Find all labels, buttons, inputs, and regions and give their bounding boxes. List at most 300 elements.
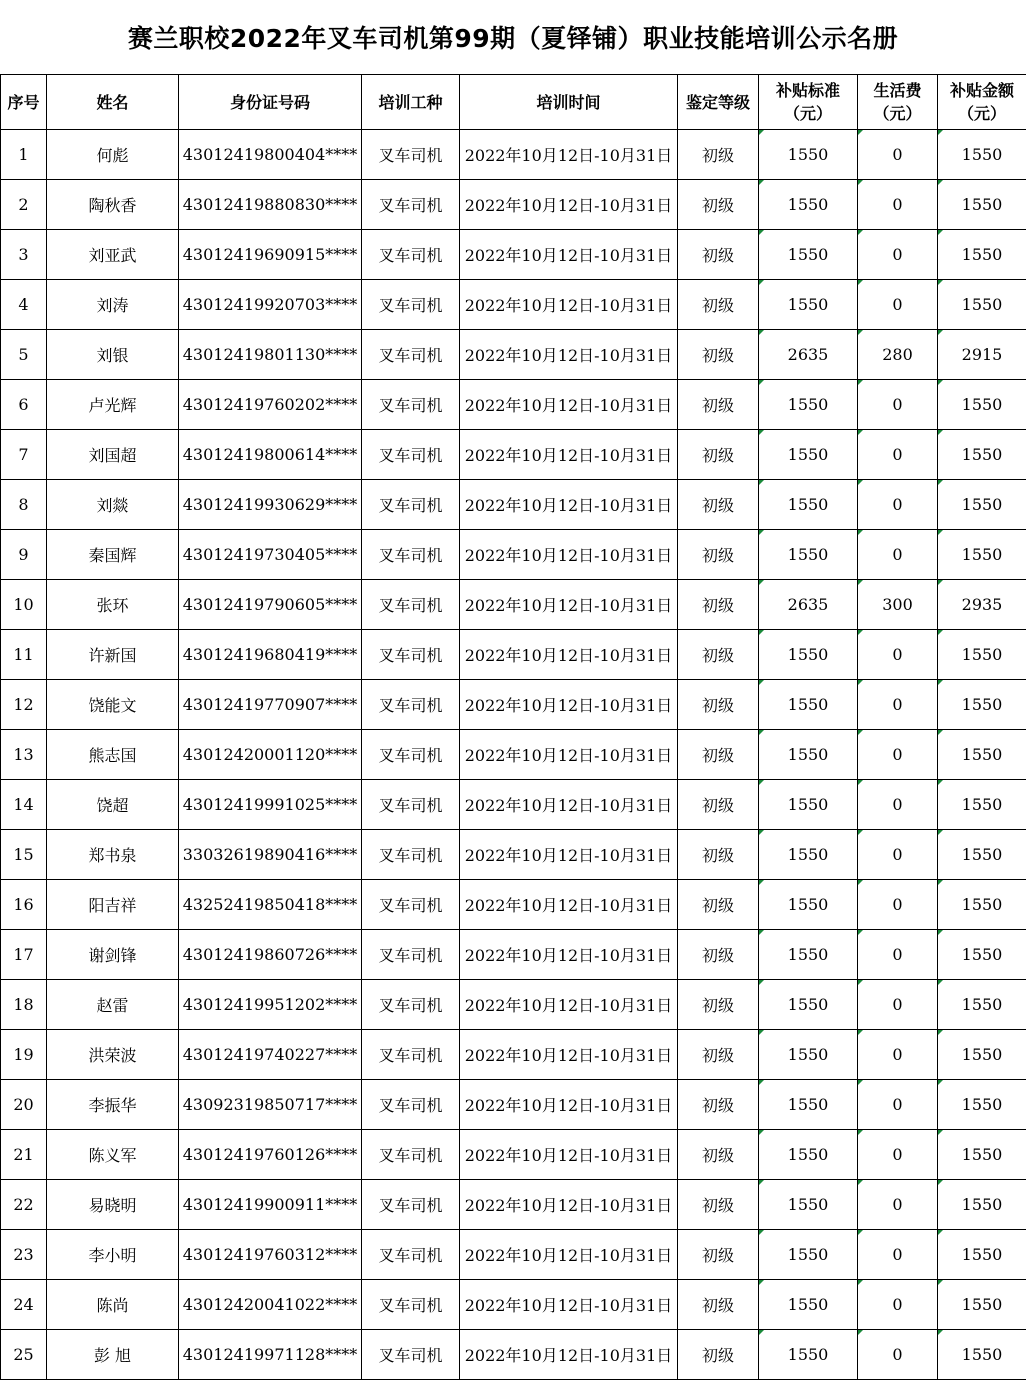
cell-seq — [1, 1080, 47, 1130]
cell-subsidy-amount-text: 1550 — [961, 1195, 1003, 1214]
cell-subsidy-amount — [938, 280, 1026, 330]
table-row — [1, 130, 1026, 180]
table-row — [1, 330, 1026, 380]
cell-subsidy-standard-text: 1550 — [787, 545, 829, 564]
cell-subsidy-standard-text: 1550 — [787, 195, 829, 214]
cell-trade — [362, 780, 460, 830]
cell-training-time-text: 2022年10月12日-10月31日 — [464, 596, 673, 615]
cell-level — [678, 930, 759, 980]
cell-id-number-text: 43012419760312**** — [182, 1245, 358, 1264]
cell-subsidy-standard-text: 1550 — [787, 1345, 829, 1364]
cell-comment-marker-icon — [858, 730, 863, 735]
cell-subsidy-standard — [759, 1130, 858, 1180]
cell-trade — [362, 480, 460, 530]
cell-trade — [362, 330, 460, 380]
cell-comment-marker-icon — [858, 430, 863, 435]
cell-subsidy-amount-text: 2915 — [961, 345, 1003, 364]
cell-subsidy-amount — [938, 480, 1026, 530]
cell-trade-text: 叉车司机 — [378, 946, 443, 965]
cell-seq-text: 22 — [13, 1195, 34, 1214]
cell-name — [47, 130, 179, 180]
cell-name — [47, 930, 179, 980]
cell-living-cost — [858, 180, 938, 230]
cell-training-time — [460, 1180, 678, 1230]
cell-seq-text: 3 — [18, 245, 29, 264]
cell-seq — [1, 1330, 47, 1380]
cell-comment-marker-icon — [759, 130, 764, 135]
cell-subsidy-amount — [938, 730, 1026, 780]
cell-subsidy-standard — [759, 380, 858, 430]
cell-subsidy-amount-text: 1550 — [961, 1145, 1003, 1164]
cell-subsidy-amount — [938, 930, 1026, 980]
cell-level — [678, 980, 759, 1030]
cell-comment-marker-icon — [938, 480, 943, 485]
table-row — [1, 880, 1026, 930]
cell-id-number — [179, 330, 362, 380]
cell-comment-marker-icon — [759, 1280, 764, 1285]
cell-trade-text: 叉车司机 — [378, 196, 443, 215]
cell-name-text: 李小明 — [88, 1246, 137, 1265]
cell-living-cost-text: 0 — [892, 1195, 903, 1214]
cell-id-number — [179, 780, 362, 830]
cell-subsidy-amount — [938, 130, 1026, 180]
cell-comment-marker-icon — [759, 830, 764, 835]
cell-subsidy-standard-text: 1550 — [787, 145, 829, 164]
cell-trade-text: 叉车司机 — [378, 746, 443, 765]
cell-trade-text: 叉车司机 — [378, 1046, 443, 1065]
cell-training-time-text: 2022年10月12日-10月31日 — [464, 346, 673, 365]
table-row — [1, 480, 1026, 530]
cell-subsidy-standard-text: 1550 — [787, 645, 829, 664]
cell-id-number — [179, 630, 362, 680]
cell-subsidy-amount-text: 1550 — [961, 995, 1003, 1014]
cell-id-number — [179, 180, 362, 230]
cell-comment-marker-icon — [759, 580, 764, 585]
cell-comment-marker-icon — [759, 230, 764, 235]
cell-name — [47, 380, 179, 430]
cell-living-cost-text: 0 — [892, 995, 903, 1014]
cell-living-cost — [858, 830, 938, 880]
cell-comment-marker-icon — [858, 1280, 863, 1285]
cell-training-time-text: 2022年10月12日-10月31日 — [464, 446, 673, 465]
cell-level-text: 初级 — [701, 496, 734, 515]
cell-subsidy-amount — [938, 1080, 1026, 1130]
cell-living-cost-text: 300 — [882, 595, 913, 614]
cell-level — [678, 830, 759, 880]
cell-id-number-text: 43012420001120**** — [182, 745, 358, 764]
cell-trade-text: 叉车司机 — [378, 1246, 443, 1265]
cell-comment-marker-icon — [858, 680, 863, 685]
cell-level — [678, 1130, 759, 1180]
cell-seq — [1, 1280, 47, 1330]
cell-name — [47, 680, 179, 730]
cell-id-number — [179, 230, 362, 280]
table-row — [1, 530, 1026, 580]
cell-id-number-text: 33032619890416**** — [182, 845, 358, 864]
cell-id-number-text: 43252419850418**** — [182, 895, 358, 914]
cell-name-text: 饶能文 — [88, 696, 137, 715]
cell-name-text: 许新国 — [88, 646, 137, 665]
cell-subsidy-standard-text: 1550 — [787, 395, 829, 414]
cell-seq-text: 12 — [13, 695, 34, 714]
cell-comment-marker-icon — [938, 580, 943, 585]
cell-subsidy-standard — [759, 830, 858, 880]
cell-level — [678, 1030, 759, 1080]
cell-comment-marker-icon — [938, 380, 943, 385]
cell-subsidy-amount — [938, 830, 1026, 880]
header-trade: 培训工种 — [362, 75, 460, 130]
cell-level — [678, 1080, 759, 1130]
cell-comment-marker-icon — [759, 980, 764, 985]
cell-comment-marker-icon — [858, 230, 863, 235]
cell-comment-marker-icon — [759, 180, 764, 185]
cell-training-time-text: 2022年10月12日-10月31日 — [464, 696, 673, 715]
cell-name-text: 秦国辉 — [88, 546, 137, 565]
cell-trade-text: 叉车司机 — [378, 646, 443, 665]
cell-training-time-text: 2022年10月12日-10月31日 — [464, 1296, 673, 1315]
cell-subsidy-standard-text: 1550 — [787, 1245, 829, 1264]
cell-comment-marker-icon — [858, 930, 863, 935]
cell-seq — [1, 230, 47, 280]
cell-id-number — [179, 280, 362, 330]
cell-comment-marker-icon — [759, 880, 764, 885]
cell-subsidy-standard-text: 1550 — [787, 1095, 829, 1114]
cell-seq-text: 21 — [13, 1145, 34, 1164]
cell-comment-marker-icon — [858, 380, 863, 385]
cell-seq-text: 4 — [18, 295, 29, 314]
cell-seq — [1, 330, 47, 380]
cell-living-cost-text: 0 — [892, 845, 903, 864]
header-time: 培训时间 — [460, 75, 678, 130]
cell-living-cost-text: 0 — [892, 1045, 903, 1064]
table-row — [1, 780, 1026, 830]
cell-comment-marker-icon — [858, 980, 863, 985]
cell-living-cost — [858, 1080, 938, 1130]
cell-seq-text: 5 — [18, 345, 29, 364]
header-seq: 序号 — [1, 75, 47, 130]
cell-level-text: 初级 — [701, 196, 734, 215]
cell-subsidy-amount-text: 1550 — [961, 245, 1003, 264]
cell-id-number — [179, 1080, 362, 1130]
cell-subsidy-standard — [759, 180, 858, 230]
cell-subsidy-amount-text: 1550 — [961, 1095, 1003, 1114]
cell-seq-text: 15 — [13, 845, 34, 864]
cell-training-time — [460, 880, 678, 930]
cell-training-time — [460, 380, 678, 430]
cell-living-cost-text: 0 — [892, 545, 903, 564]
cell-id-number-text: 43012419760202**** — [182, 395, 358, 414]
cell-name-text: 李振华 — [88, 1096, 137, 1115]
cell-seq-text: 13 — [13, 745, 34, 764]
cell-training-time — [460, 130, 678, 180]
cell-living-cost — [858, 1280, 938, 1330]
table-row — [1, 1180, 1026, 1230]
cell-training-time — [460, 730, 678, 780]
cell-trade-text: 叉车司机 — [378, 796, 443, 815]
cell-trade-text: 叉车司机 — [378, 846, 443, 865]
cell-level-text: 初级 — [701, 1346, 734, 1365]
cell-level-text: 初级 — [701, 896, 734, 915]
cell-subsidy-amount — [938, 530, 1026, 580]
cell-comment-marker-icon — [938, 980, 943, 985]
cell-trade-text: 叉车司机 — [378, 1346, 443, 1365]
cell-comment-marker-icon — [858, 1130, 863, 1135]
cell-name — [47, 280, 179, 330]
cell-level — [678, 580, 759, 630]
cell-name — [47, 530, 179, 580]
table-row — [1, 680, 1026, 730]
header-subsidy-amount-line2: （元） — [957, 104, 1006, 123]
table-row — [1, 1130, 1026, 1180]
cell-level — [678, 780, 759, 830]
cell-name-text: 彭 旭 — [93, 1346, 132, 1365]
cell-comment-marker-icon — [858, 180, 863, 185]
cell-living-cost-text: 0 — [892, 395, 903, 414]
cell-level — [678, 1330, 759, 1380]
cell-id-number-text: 43012419730405**** — [182, 545, 358, 564]
cell-trade — [362, 1080, 460, 1130]
cell-seq-text: 19 — [13, 1045, 34, 1064]
cell-level-text: 初级 — [701, 1046, 734, 1065]
header-living-cost-line1: 生活费 — [873, 81, 922, 100]
cell-living-cost-text: 0 — [892, 295, 903, 314]
cell-subsidy-amount-text: 1550 — [961, 145, 1003, 164]
cell-training-time — [460, 230, 678, 280]
cell-subsidy-standard-text: 1550 — [787, 245, 829, 264]
table-row — [1, 1230, 1026, 1280]
cell-trade — [362, 680, 460, 730]
cell-id-number — [179, 830, 362, 880]
header-subsidy-amount-line1: 补贴金额 — [949, 81, 1014, 100]
cell-level-text: 初级 — [701, 596, 734, 615]
cell-subsidy-standard — [759, 930, 858, 980]
cell-trade — [362, 1330, 460, 1380]
cell-subsidy-standard — [759, 580, 858, 630]
cell-training-time — [460, 280, 678, 330]
cell-name — [47, 330, 179, 380]
cell-comment-marker-icon — [759, 530, 764, 535]
cell-level — [678, 630, 759, 680]
cell-living-cost-text: 0 — [892, 145, 903, 164]
cell-training-time-text: 2022年10月12日-10月31日 — [464, 1246, 673, 1265]
header-subsidy-amount — [938, 75, 1026, 130]
cell-comment-marker-icon — [759, 1230, 764, 1235]
cell-id-number-text: 43012419790605**** — [182, 595, 358, 614]
cell-level-text: 初级 — [701, 546, 734, 565]
cell-subsidy-amount-text: 1550 — [961, 195, 1003, 214]
cell-training-time — [460, 930, 678, 980]
cell-name — [47, 730, 179, 780]
cell-subsidy-amount-text: 1550 — [961, 445, 1003, 464]
cell-subsidy-standard — [759, 130, 858, 180]
cell-training-time — [460, 980, 678, 1030]
cell-subsidy-amount — [938, 680, 1026, 730]
cell-id-number-text: 43012419801130**** — [182, 345, 358, 364]
cell-subsidy-standard — [759, 1230, 858, 1280]
cell-level-text: 初级 — [701, 396, 734, 415]
table-row — [1, 580, 1026, 630]
cell-comment-marker-icon — [858, 1080, 863, 1085]
cell-name — [47, 180, 179, 230]
cell-comment-marker-icon — [938, 530, 943, 535]
cell-trade-text: 叉车司机 — [378, 546, 443, 565]
cell-trade — [362, 630, 460, 680]
cell-subsidy-amount — [938, 430, 1026, 480]
cell-subsidy-amount-text: 1550 — [961, 495, 1003, 514]
cell-comment-marker-icon — [938, 330, 943, 335]
cell-subsidy-standard — [759, 980, 858, 1030]
cell-training-time-text: 2022年10月12日-10月31日 — [464, 646, 673, 665]
cell-name-text: 陶秋香 — [88, 196, 137, 215]
cell-comment-marker-icon — [759, 1080, 764, 1085]
cell-comment-marker-icon — [759, 380, 764, 385]
cell-id-number-text: 43012419800614**** — [182, 445, 358, 464]
cell-subsidy-standard — [759, 230, 858, 280]
cell-trade — [362, 530, 460, 580]
cell-level — [678, 380, 759, 430]
cell-level — [678, 1180, 759, 1230]
cell-name-text: 陈尚 — [96, 1296, 129, 1315]
cell-comment-marker-icon — [858, 130, 863, 135]
cell-subsidy-standard — [759, 880, 858, 930]
cell-subsidy-standard-text: 1550 — [787, 945, 829, 964]
cell-name — [47, 230, 179, 280]
cell-subsidy-standard-text: 1550 — [787, 1295, 829, 1314]
cell-training-time — [460, 180, 678, 230]
cell-subsidy-standard-text: 2635 — [787, 595, 829, 614]
cell-comment-marker-icon — [759, 730, 764, 735]
cell-level-text: 初级 — [701, 996, 734, 1015]
cell-seq — [1, 1180, 47, 1230]
cell-comment-marker-icon — [759, 280, 764, 285]
cell-comment-marker-icon — [858, 330, 863, 335]
cell-seq — [1, 780, 47, 830]
cell-living-cost — [858, 480, 938, 530]
cell-name-text: 刘涛 — [96, 296, 129, 315]
cell-id-number — [179, 430, 362, 480]
cell-subsidy-standard-text: 1550 — [787, 695, 829, 714]
cell-id-number — [179, 680, 362, 730]
cell-comment-marker-icon — [938, 780, 943, 785]
cell-subsidy-amount — [938, 1130, 1026, 1180]
cell-name — [47, 1030, 179, 1080]
cell-living-cost — [858, 380, 938, 430]
cell-subsidy-standard — [759, 730, 858, 780]
cell-id-number — [179, 980, 362, 1030]
cell-name — [47, 880, 179, 930]
cell-name — [47, 780, 179, 830]
cell-subsidy-amount-text: 1550 — [961, 645, 1003, 664]
cell-subsidy-amount — [938, 1230, 1026, 1280]
cell-subsidy-amount-text: 1550 — [961, 395, 1003, 414]
cell-comment-marker-icon — [759, 1180, 764, 1185]
cell-seq — [1, 1130, 47, 1180]
cell-comment-marker-icon — [759, 780, 764, 785]
cell-living-cost-text: 0 — [892, 245, 903, 264]
cell-id-number — [179, 1180, 362, 1230]
cell-seq-text: 10 — [13, 595, 34, 614]
cell-living-cost — [858, 230, 938, 280]
cell-living-cost — [858, 780, 938, 830]
cell-subsidy-amount — [938, 1180, 1026, 1230]
cell-trade-text: 叉车司机 — [378, 1196, 443, 1215]
cell-training-time — [460, 430, 678, 480]
cell-subsidy-amount-text: 1550 — [961, 1045, 1003, 1064]
cell-training-time-text: 2022年10月12日-10月31日 — [464, 1196, 673, 1215]
cell-seq — [1, 280, 47, 330]
cell-subsidy-amount — [938, 180, 1026, 230]
cell-name — [47, 1280, 179, 1330]
cell-seq-text: 23 — [13, 1245, 34, 1264]
cell-living-cost — [858, 1130, 938, 1180]
cell-subsidy-amount-text: 1550 — [961, 795, 1003, 814]
cell-trade — [362, 580, 460, 630]
cell-level-text: 初级 — [701, 1146, 734, 1165]
cell-training-time — [460, 330, 678, 380]
cell-trade — [362, 830, 460, 880]
cell-subsidy-standard — [759, 280, 858, 330]
cell-training-time — [460, 480, 678, 530]
cell-living-cost — [858, 430, 938, 480]
cell-comment-marker-icon — [858, 530, 863, 535]
cell-training-time — [460, 1230, 678, 1280]
cell-id-number-text: 43012419760126**** — [182, 1145, 358, 1164]
cell-seq — [1, 380, 47, 430]
cell-comment-marker-icon — [938, 830, 943, 835]
cell-level — [678, 180, 759, 230]
cell-level-text: 初级 — [701, 696, 734, 715]
table-body — [1, 130, 1026, 1380]
cell-comment-marker-icon — [759, 430, 764, 435]
cell-subsidy-amount-text: 1550 — [961, 745, 1003, 764]
cell-comment-marker-icon — [938, 630, 943, 635]
cell-subsidy-amount — [938, 1030, 1026, 1080]
cell-level — [678, 480, 759, 530]
cell-subsidy-amount-text: 1550 — [961, 695, 1003, 714]
cell-seq-text: 11 — [13, 645, 34, 664]
cell-seq-text: 1 — [18, 145, 29, 164]
cell-comment-marker-icon — [858, 280, 863, 285]
cell-comment-marker-icon — [938, 1180, 943, 1185]
header-subsidy-standard-line1: 补贴标准 — [775, 81, 840, 100]
cell-seq — [1, 180, 47, 230]
cell-comment-marker-icon — [938, 880, 943, 885]
cell-trade-text: 叉车司机 — [378, 1296, 443, 1315]
cell-training-time-text: 2022年10月12日-10月31日 — [464, 1346, 673, 1365]
cell-living-cost-text: 0 — [892, 645, 903, 664]
cell-name-text: 赵雷 — [96, 996, 129, 1015]
cell-subsidy-standard-text: 1550 — [787, 745, 829, 764]
cell-subsidy-amount-text: 1550 — [961, 1245, 1003, 1264]
cell-name-text: 易晓明 — [88, 1196, 137, 1215]
table-row — [1, 180, 1026, 230]
cell-id-number — [179, 1280, 362, 1330]
cell-name-text: 何彪 — [96, 146, 129, 165]
header-living-cost-line2: （元） — [873, 104, 922, 123]
cell-name — [47, 1330, 179, 1380]
cell-subsidy-standard-text: 1550 — [787, 1145, 829, 1164]
cell-comment-marker-icon — [858, 580, 863, 585]
header-level: 鉴定等级 — [678, 75, 759, 130]
cell-trade-text: 叉车司机 — [378, 296, 443, 315]
cell-living-cost-text: 0 — [892, 945, 903, 964]
page-title: 赛兰职校2022年叉车司机第99期（夏铎铺）职业技能培训公示名册 — [127, 24, 899, 53]
cell-training-time — [460, 1280, 678, 1330]
cell-comment-marker-icon — [938, 1280, 943, 1285]
cell-comment-marker-icon — [759, 1330, 764, 1335]
cell-living-cost — [858, 1030, 938, 1080]
cell-living-cost-text: 0 — [892, 795, 903, 814]
